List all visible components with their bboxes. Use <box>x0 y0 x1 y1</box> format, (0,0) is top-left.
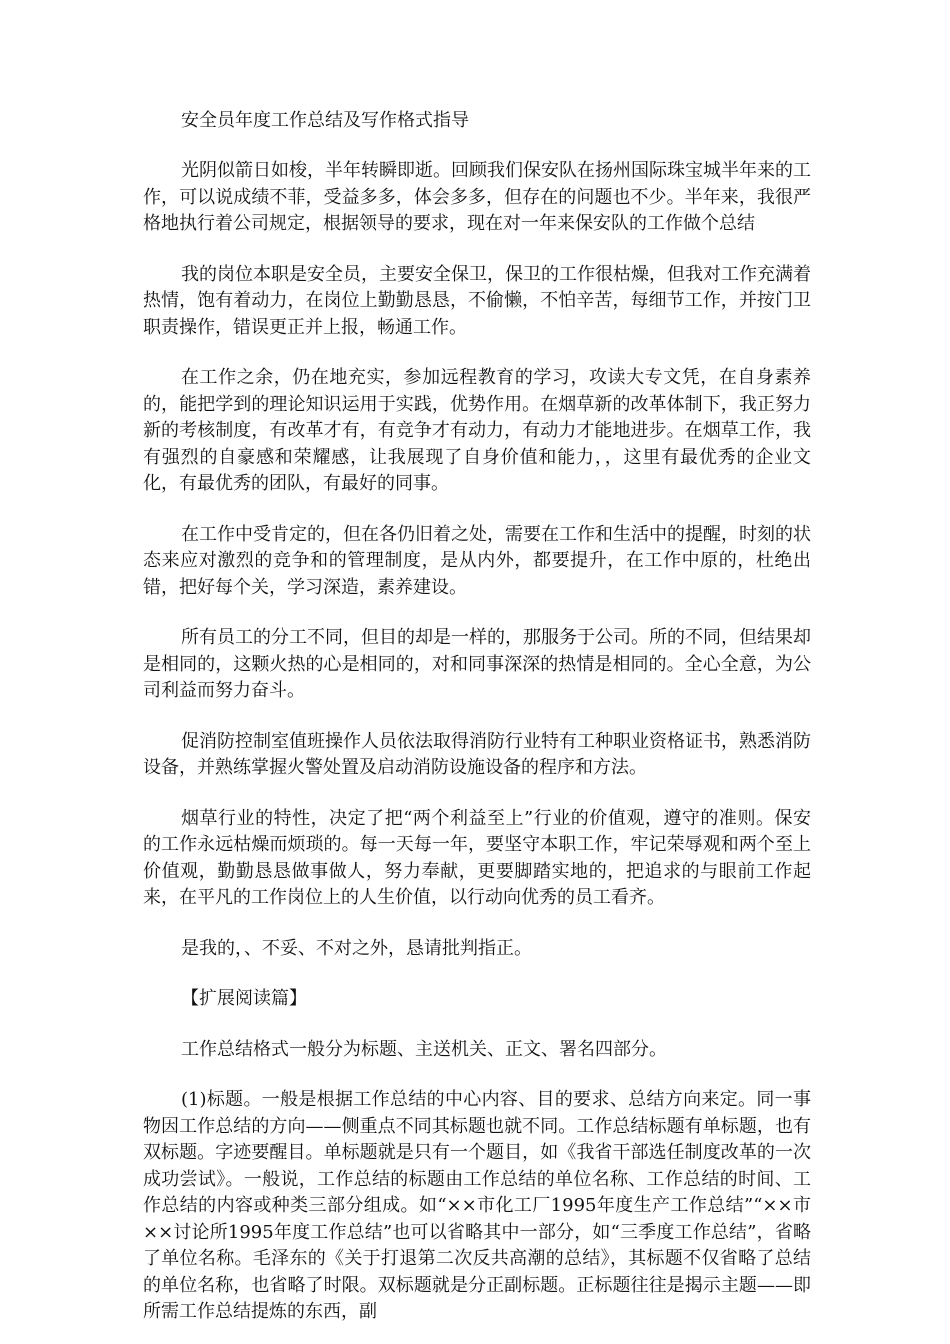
paragraph-intro: 光阴似箭日如梭，半年转瞬即逝。回顾我们保安队在扬州国际珠宝城半年来的工作，可以说成绩不菲，受益多多，体会多多，但存在的问题也不少。半年来，我很严格地执行着公司规定，根据领导的要求，现在对一年来保安队的工作做个总结 <box>143 160 811 234</box>
paragraph-job-duty: 我的岗位本职是安全员，主要安全保卫，保卫的工作很枯燥，但我对工作充满着热情，饱有着动力，在岗位上勤勤恳恳，不偷懒，不怕辛苦，每细节工作，并按门卫职责操作，错误更正并上报，畅通工作。 <box>143 263 811 338</box>
paragraph-closing: 是我的，、不妥、不对之外，恳请批判指正。 <box>181 937 532 959</box>
paragraph-fire-control: 促消防控制室值班操作人员依法取得消防行业特有工种职业资格证书，熟悉消防设备，并熟练掌握火警处置及启动消防设施设备的程序和方法。 <box>143 730 811 778</box>
paragraph-values: 烟草行业的特性，决定了把“两个利益至上”行业的价值观，遵守的准则。保安的工作永远枯燥而烦琐的。每一天每一年，要坚守本职工作，牢记荣辱观和两个至上价值观，勤勤恳恳做事做人，努力奉献，更要脚踏实地的，把追求的与眼前工作起来，在平凡的工作岗位上的人生价值，以行动向优秀的员工看齐。 <box>143 807 811 908</box>
paragraph-study: 在工作之余，仍在地充实，参加远程教育的学习，攻读大专文凭，在自身素养的，能把学到的理论知识运用于实践，优势作用。在烟草新的改革体制下，我正努力新的考核制度，有改革才有，有竞争才有动力，有动力才能地进步。在烟草工作，我有强烈的自豪感和荣耀感，让我展现了自身价值和能力，，这里有最优秀的企业文化，有最优秀的团队，有最好的同事。 <box>143 367 811 494</box>
document-page <box>143 108 811 1326</box>
paragraph-teamwork: 所有员工的分工不同，但目的却是一样的，那服务于公司。所的不同，但结果却是相同的，这颗火热的心是相同的，对和同事深深的热情是相同的。全心全意，为公司利益而努力奋斗。 <box>143 627 811 701</box>
section-heading-extended-reading: 【扩展阅读篇】 <box>181 988 307 1009</box>
paragraph-format-overview: 工作总结格式一般分为标题、主送机关、正文、署名四部分。 <box>181 1038 667 1060</box>
paragraph-title-format: (1)标题。一般是根据工作总结的中心内容、目的要求、总结方向来定。同一事物因工作总结的方向——侧重点不同其标题也就不同。工作总结标题有单标题，也有双标题。字迹要醒目。单标题就是只有一个题目，如《我省干部选任制度改革的一次成功尝试》。一般说，工作总结的标题由工作总结的单位名称、工作总结的时间、工作总结的内容或种类三部分组成。如“××市化工厂1995年度生产工作总结”“××市××讨论所1995年度工作总结”也可以省略其中一部分，如“三季度工作总结”，省略了单位名称。毛泽东的《关于打退第二次反共高潮的总结》，其标题不仅省略了总结的单位名称，也省略了时限。双标题就是分正副标题。正标题往往是揭示主题——即所需工作总结提炼的东西，副 <box>143 1089 811 1322</box>
document-title: 安全员年度工作总结及写作格式指导 <box>181 110 469 131</box>
paragraph-improvement: 在工作中受肯定的，但在各仍旧着之处，需要在工作和生活中的提醒，时刻的状态来应对激烈的竞争和的管理制度，是从内外，都要提升，在工作中原的，杜绝出错，把好每个关，学习深造，素养建设。 <box>143 523 811 598</box>
